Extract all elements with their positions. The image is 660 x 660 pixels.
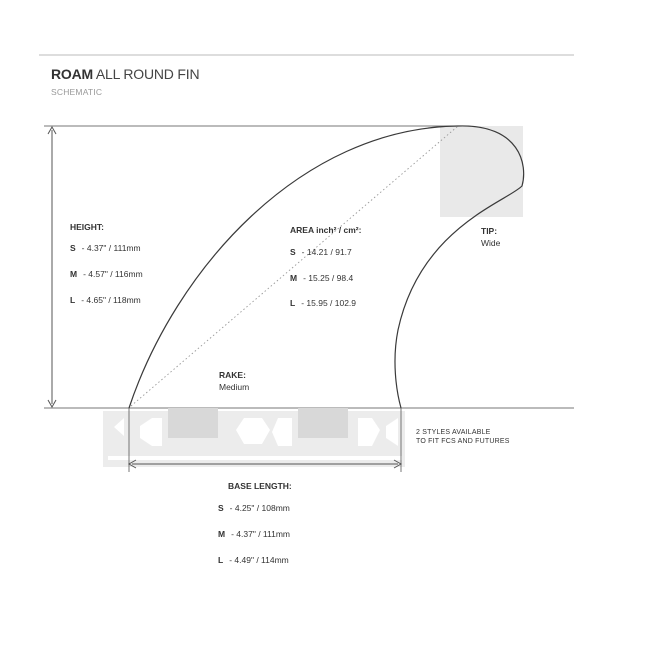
height-row-s: S - 4.37" / 111mm (70, 243, 141, 253)
base-length-row-l: L - 4.49" / 114mm (218, 555, 289, 565)
tip-label: TIP: (481, 226, 498, 236)
rake-guide-line (131, 126, 458, 406)
rake-value: Medium (219, 382, 250, 392)
area-label: AREA inch² / cm²: (290, 225, 362, 235)
model-name: ROAM (51, 66, 93, 82)
area-row-s: S - 14.21 / 91.7 (290, 247, 352, 257)
tip-value: Wide (481, 238, 501, 248)
height-label: HEIGHT: (70, 222, 104, 232)
model-description: ALL ROUND FIN (95, 66, 200, 82)
base-length-label: BASE LENGTH: (228, 481, 292, 491)
styles-note-line1: 2 STYLES AVAILABLE (416, 429, 491, 436)
page-title (51, 66, 199, 82)
height-row-l: L - 4.65" / 118mm (70, 295, 141, 305)
area-row-l: L - 15.95 / 102.9 (290, 298, 357, 308)
fin-base-plug (103, 408, 405, 467)
base-length-row-s: S - 4.25" / 108mm (218, 503, 290, 513)
rake-label: RAKE: (219, 370, 246, 380)
height-row-m: M - 4.57" / 116mm (70, 269, 143, 279)
page-subtitle: SCHEMATIC (51, 87, 103, 97)
area-row-m: M - 15.25 / 98.4 (290, 273, 354, 283)
base-length-row-m: M - 4.37" / 111mm (218, 529, 291, 539)
tip-panel (440, 126, 523, 217)
styles-note-line2: TO FIT FCS AND FUTURES (416, 438, 510, 445)
